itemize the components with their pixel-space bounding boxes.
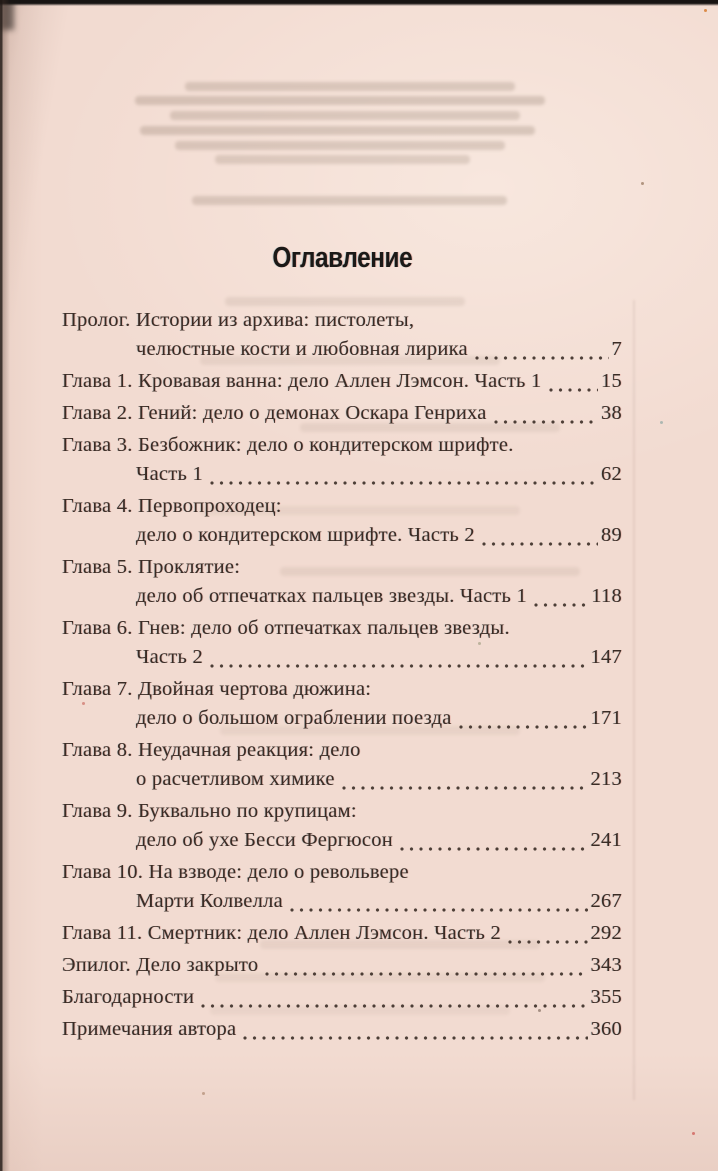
toc-entry-text: Глава 1. Кровавая ванна: дело Аллен Лэмсон. Часть 1: [62, 370, 542, 392]
toc-entry-text: дело об ухе Бесси Фергюсон: [136, 829, 393, 851]
toc-page-number: 171: [590, 707, 622, 729]
toc-entry-text: Примечания автора: [62, 1018, 237, 1040]
toc-entry-text: Глава 7. Двойная чертова дюжина:: [62, 678, 372, 700]
dot-leader: [482, 542, 598, 546]
toc-entry-text: Глава 3. Безбожник: дело о кондитерском шрифте.: [62, 434, 514, 456]
toc-entry-text: Глава 10. На взводе: дело о револьвере: [62, 861, 409, 883]
toc-entry: [62, 306, 622, 364]
toc-entry: [62, 553, 622, 611]
toc-entry: [62, 951, 622, 980]
toc-line: [62, 765, 622, 794]
toc-entry-text: Глава 11. Смертник: дело Аллен Лэмсон. Часть 2: [62, 922, 502, 944]
toc-line: [62, 431, 622, 460]
toc-line: [62, 983, 622, 1012]
toc-entry: [62, 431, 622, 489]
dot-leader: [201, 1004, 587, 1008]
toc-entry: [62, 736, 622, 794]
bleed-through-line: [215, 155, 470, 164]
dot-leader: [400, 847, 588, 851]
toc-entry-text: Часть 2: [136, 646, 203, 668]
toc-entry-text: Пролог. Истории из архива: пистолеты,: [62, 309, 415, 331]
toc-line: [62, 367, 622, 396]
dot-leader: [459, 725, 588, 729]
toc-entry-text: Эпилог. Дело закрыто: [62, 954, 259, 976]
toc-entry: [62, 399, 622, 428]
toc-title: Оглавление: [272, 242, 412, 274]
toc-page-content: [0, 243, 718, 1044]
toc-entry: [62, 797, 622, 855]
toc-entry: [62, 1015, 622, 1044]
toc-entry-text: Благодарности: [62, 986, 195, 1008]
toc-page-number: 292: [590, 922, 622, 944]
toc-entry: [62, 919, 622, 948]
toc-line: [62, 951, 622, 980]
toc-entry-text: Глава 4. Первопроходец:: [62, 495, 282, 517]
toc-entry-text: Глава 5. Проклятие:: [62, 556, 241, 578]
toc-entry-text: о расчетливом химике: [136, 768, 335, 790]
toc-title-row: [62, 243, 622, 273]
toc-entry-text: дело о кондитерском шрифте. Часть 2: [136, 524, 475, 546]
dot-leader: [243, 1036, 587, 1040]
toc-line: [62, 826, 622, 855]
dot-leader: [265, 972, 587, 976]
dot-leader: [210, 664, 588, 668]
toc-page-number: 267: [590, 890, 622, 912]
toc-line: [62, 492, 622, 521]
toc-entry-text: Глава 9. Буквально по крупицам:: [62, 800, 357, 822]
toc-entry: [62, 367, 622, 396]
toc-line: [62, 887, 622, 916]
dot-leader: [475, 356, 609, 360]
toc-page-number: 15: [601, 370, 622, 392]
bleed-through-line: [175, 141, 505, 150]
toc-page-number: 343: [590, 954, 622, 976]
toc-page-number: 89: [601, 524, 622, 546]
toc-entry: [62, 492, 622, 550]
toc-entry-text: Часть 1: [136, 463, 203, 485]
dot-leader: [342, 786, 588, 790]
toc-entry: [62, 858, 622, 916]
bleed-through-line: [192, 196, 507, 205]
toc-line: [62, 1015, 622, 1044]
toc-entry: [62, 675, 622, 733]
bleed-through-line: [185, 82, 515, 91]
toc-page-number: 7: [611, 338, 622, 360]
toc-page-number: 38: [601, 402, 622, 424]
scan-edge-top: [0, 0, 718, 6]
toc-entry-text: дело о большом ограблении поезда: [136, 707, 452, 729]
toc-entry-text: Глава 2. Гений: дело о демонах Оскара Генриха: [62, 402, 487, 424]
toc-page-number: 118: [591, 585, 622, 607]
toc-line: [62, 704, 622, 733]
bleed-through-line: [140, 126, 535, 135]
toc-line: [62, 858, 622, 887]
toc-line: [62, 797, 622, 826]
toc-line: [62, 614, 622, 643]
dot-leader: [549, 388, 599, 392]
toc-entry: [62, 614, 622, 672]
dot-leader: [508, 940, 587, 944]
toc-line: [62, 335, 622, 364]
toc-entry-text: Глава 8. Неудачная реакция: дело: [62, 739, 361, 761]
toc-line: [62, 582, 622, 611]
toc-line: [62, 675, 622, 704]
toc-line: [62, 919, 622, 948]
toc-line: [62, 399, 622, 428]
toc-entry-text: дело об отпечатках пальцев звезды. Часть 1: [136, 585, 527, 607]
toc-page-number: 147: [590, 646, 622, 668]
toc-page-number: 355: [590, 986, 622, 1008]
toc-entry-text: Глава 6. Гнев: дело об отпечатках пальцев звезды.: [62, 617, 510, 639]
toc-entry-text: челюстные кости и любовная лирика: [136, 338, 468, 360]
toc-page-number: 360: [590, 1018, 622, 1040]
dot-leader: [534, 603, 588, 607]
dot-leader: [210, 481, 598, 485]
dot-leader: [494, 420, 598, 424]
bleed-through-line: [135, 96, 545, 105]
toc-line: [62, 521, 622, 550]
toc-entry: [62, 983, 622, 1012]
dot-leader: [290, 908, 588, 912]
toc-line: [62, 553, 622, 582]
toc-entry-text: Марти Колвелла: [136, 890, 283, 912]
toc-line: [62, 736, 622, 765]
toc-line: [62, 460, 622, 489]
toc-line: [62, 643, 622, 672]
bleed-through-line: [170, 111, 520, 120]
toc-page-number: 62: [601, 463, 622, 485]
toc-page-number: 213: [590, 768, 622, 790]
toc-list: [62, 306, 622, 1044]
toc-line: [62, 306, 622, 335]
toc-page-number: 241: [590, 829, 622, 851]
